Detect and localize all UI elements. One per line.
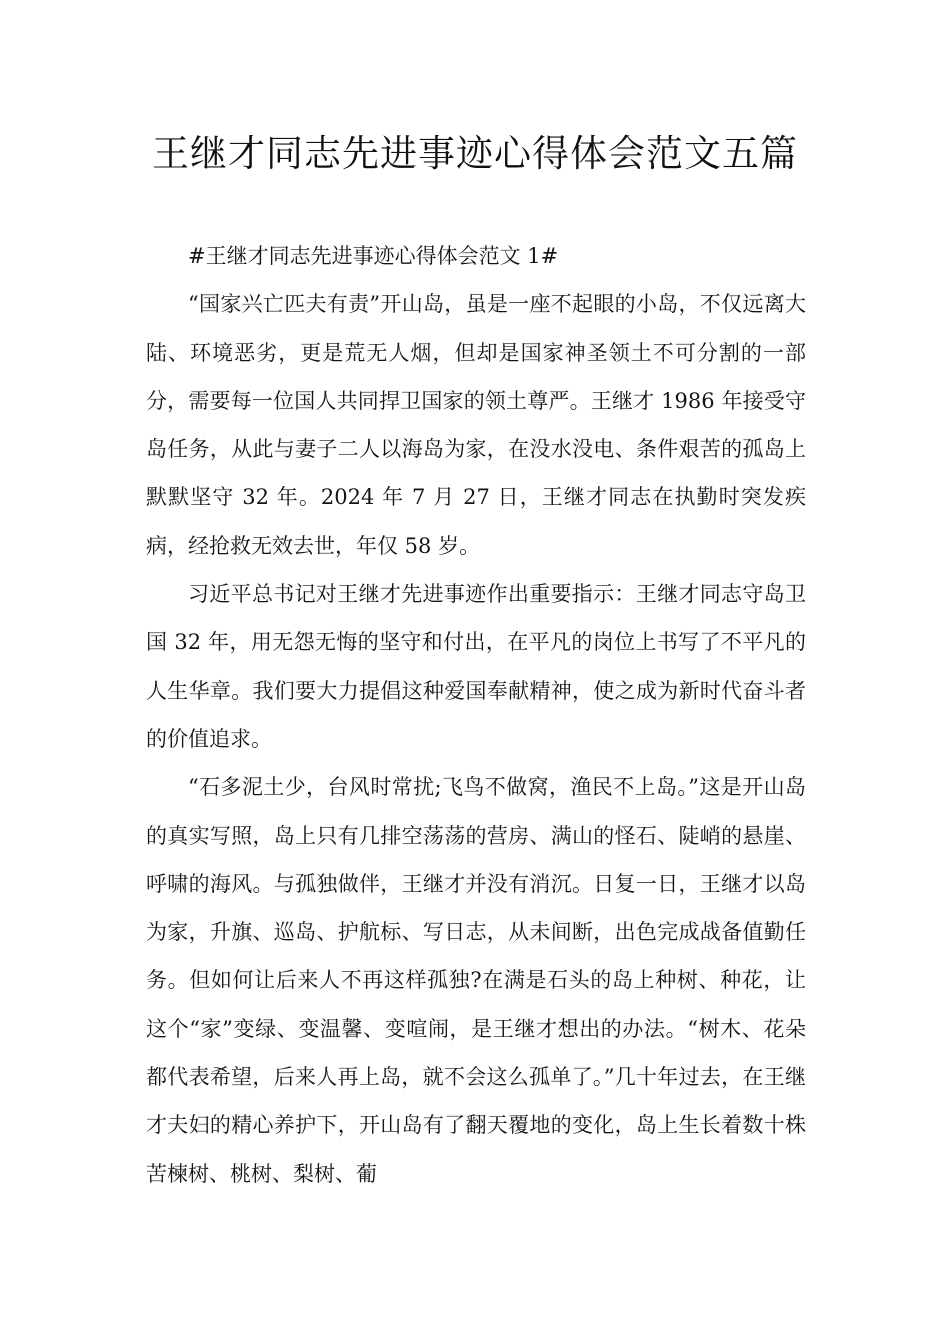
section-heading: #王继才同志先进事迹心得体会范文 1#	[188, 244, 559, 268]
paragraph-1: “国家兴亡匹夫有责”开山岛，虽是一座不起眼的小岛，不仅远离大陆、环境恶劣，更是荒无人烟，但却是国家神圣领土不可分割的一部分，需要每一位国人共同捍卫国家的领土尊严。王继才 1986 年接受守岛任务，从此与妻子二人以海岛为家，在没水没电、条件艰苦的孤岛上默默坚守 32 年。2024 年 7 月 27 日，王继才同志在执勤时突发疾病，经抢救无效去世，年仅 58 岁。	[146, 292, 806, 558]
document-body	[146, 232, 806, 1198]
paragraph-3: “石多泥土少，台风时常扰;飞鸟不做窝，渔民不上岛。”这是开山岛的真实写照，岛上只有几排空荡荡的营房、满山的怪石、陡峭的悬崖、呼啸的海风。与孤独做伴，王继才并没有消沉。日复一日，王继才以岛为家，升旗、巡岛、护航标、写日志，从未间断，出色完成战备值勤任务。但如何让后来人不再这样孤独?在满是石头的岛上种树、种花，让这个“家”变绿、变温馨、变喧闹，是王继才想出的办法。“树木、花朵都代表希望，后来人再上岛，就不会这么孤单了。”几十年过去，在王继才夫妇的精心养护下，开山岛有了翻天覆地的变化，岛上生长着数十株苦楝树、桃树、梨树、葡	[146, 775, 806, 1186]
document-title: 王继才同志先进事迹心得体会范文五篇	[152, 132, 798, 175]
paragraph-2: 习近平总书记对王继才先进事迹作出重要指示：王继才同志守岛卫国 32 年，用无怨无悔的坚守和付出，在平凡的岗位上书写了不平凡的人生华章。我们要大力提倡这种爱国奉献精神，使之成为新时代奋斗者的价值追求。	[146, 582, 806, 751]
